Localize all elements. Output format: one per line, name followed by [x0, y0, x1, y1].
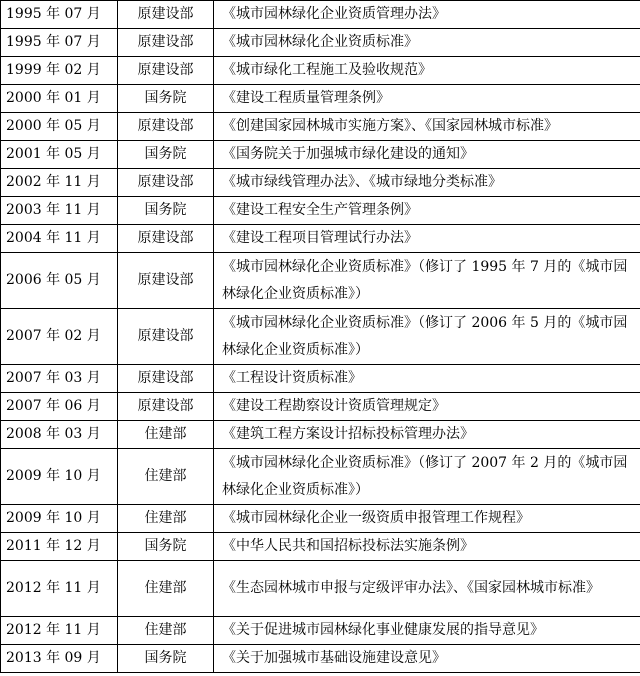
document-cell: 《工程设计资质标准》: [214, 365, 640, 393]
table-row: [1, 57, 640, 85]
document-cell: 《城市园林绿化企业资质标准》: [214, 29, 640, 57]
department-cell: 住建部: [118, 561, 214, 617]
department-cell: 国务院: [118, 197, 214, 225]
date-cell: 2012 年 11 月: [1, 617, 118, 645]
date-cell: 2012 年 11 月: [1, 561, 118, 617]
table-row: [1, 169, 640, 197]
document-cell: 《城市园林绿化企业资质标准》（修订了 2007 年 2 月的《城市园林绿化企业资质标准》）: [214, 449, 640, 505]
document-cell: 《城市园林绿化企业资质标准》（修订了 1995 年 7 月的《城市园林绿化企业资质标准》）: [214, 253, 640, 309]
department-cell: 国务院: [118, 141, 214, 169]
document-cell: 《建设工程安全生产管理条例》: [214, 197, 640, 225]
document-cell: 《建筑工程方案设计招标投标管理办法》: [214, 421, 640, 449]
date-cell: 2008 年 03 月: [1, 421, 118, 449]
department-cell: 住建部: [118, 505, 214, 533]
date-cell: 2009 年 10 月: [1, 505, 118, 533]
table-row: [1, 421, 640, 449]
department-cell: 国务院: [118, 85, 214, 113]
table-row: [1, 85, 640, 113]
date-cell: 2011 年 12 月: [1, 533, 118, 561]
department-cell: 原建设部: [118, 29, 214, 57]
document-cell: 《建设工程质量管理条例》: [214, 85, 640, 113]
date-cell: 2003 年 11 月: [1, 197, 118, 225]
department-cell: 住建部: [118, 617, 214, 645]
date-cell: 1995 年 07 月: [1, 29, 118, 57]
table-row: [1, 533, 640, 561]
table-row: [1, 617, 640, 645]
date-cell: 2004 年 11 月: [1, 225, 118, 253]
date-cell: 2007 年 02 月: [1, 309, 118, 365]
department-cell: 原建设部: [118, 57, 214, 85]
table-row: [1, 393, 640, 421]
table-row: [1, 309, 640, 365]
document-cell: 《建设工程项目管理试行办法》: [214, 225, 640, 253]
department-cell: 原建设部: [118, 365, 214, 393]
table-row: [1, 561, 640, 617]
table-row: [1, 1, 640, 29]
department-cell: 国务院: [118, 533, 214, 561]
department-cell: 原建设部: [118, 393, 214, 421]
department-cell: 住建部: [118, 421, 214, 449]
date-cell: 2007 年 06 月: [1, 393, 118, 421]
table-row: [1, 29, 640, 57]
date-cell: 2000 年 01 月: [1, 85, 118, 113]
department-cell: 住建部: [118, 449, 214, 505]
document-cell: 《关于促进城市园林绿化事业健康发展的指导意见》: [214, 617, 640, 645]
document-cell: 《建设工程勘察设计资质管理规定》: [214, 393, 640, 421]
document-cell: 《城市园林绿化企业资质标准》（修订了 2006 年 5 月的《城市园林绿化企业资质标准》）: [214, 309, 640, 365]
document-cell: 《城市绿线管理办法》、《城市绿地分类标准》: [214, 169, 640, 197]
table-row: [1, 197, 640, 225]
department-cell: 国务院: [118, 645, 214, 673]
table-row: [1, 253, 640, 309]
table-row: [1, 141, 640, 169]
table-row: [1, 645, 640, 673]
date-cell: 2001 年 05 月: [1, 141, 118, 169]
table-row: [1, 505, 640, 533]
department-cell: 原建设部: [118, 113, 214, 141]
document-cell: 《国务院关于加强城市绿化建设的通知》: [214, 141, 640, 169]
document-cell: 《中华人民共和国招标投标法实施条例》: [214, 533, 640, 561]
date-cell: 2007 年 03 月: [1, 365, 118, 393]
department-cell: 原建设部: [118, 169, 214, 197]
department-cell: 原建设部: [118, 1, 214, 29]
date-cell: 1999 年 02 月: [1, 57, 118, 85]
table-row: [1, 365, 640, 393]
document-cell: 《城市绿化工程施工及验收规范》: [214, 57, 640, 85]
date-cell: 2000 年 05 月: [1, 113, 118, 141]
table-row: [1, 449, 640, 505]
department-cell: 原建设部: [118, 309, 214, 365]
date-cell: 2013 年 09 月: [1, 645, 118, 673]
date-cell: 2009 年 10 月: [1, 449, 118, 505]
document-cell: 《创建国家园林城市实施方案》、《国家园林城市标准》: [214, 113, 640, 141]
document-cell: 《关于加强城市基础设施建设意见》: [214, 645, 640, 673]
document-cell: 《生态园林城市申报与定级评审办法》、《国家园林城市标准》: [214, 561, 640, 617]
date-cell: 2006 年 05 月: [1, 253, 118, 309]
table-row: [1, 113, 640, 141]
date-cell: 1995 年 07 月: [1, 1, 118, 29]
document-cell: 《城市园林绿化企业资质管理办法》: [214, 1, 640, 29]
department-cell: 原建设部: [118, 225, 214, 253]
department-cell: 原建设部: [118, 253, 214, 309]
table-row: [1, 225, 640, 253]
document-cell: 《城市园林绿化企业一级资质申报管理工作规程》: [214, 505, 640, 533]
date-cell: 2002 年 11 月: [1, 169, 118, 197]
